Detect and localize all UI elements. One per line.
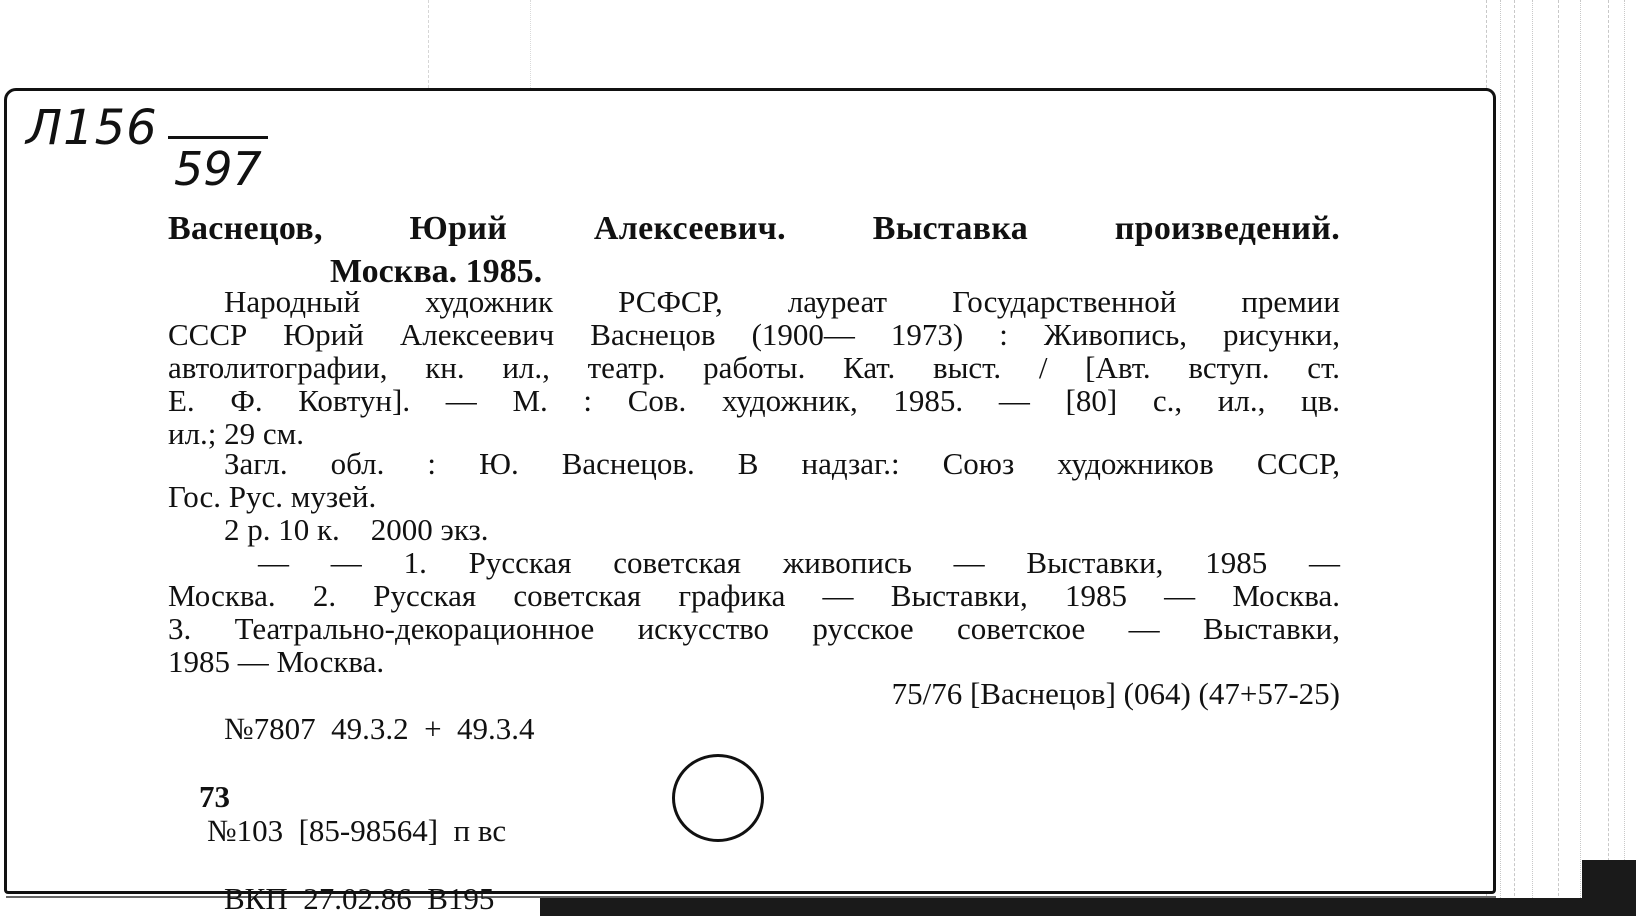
card-heading-line2: Москва. 1985. xyxy=(330,253,543,290)
scan-streak xyxy=(1500,0,1501,916)
scan-streak xyxy=(1580,0,1581,916)
description-line: ил.; 29 см. xyxy=(168,416,305,451)
subject-line: 3. Театрально-декорационное искусство русское советское — Выставки, xyxy=(168,611,1340,646)
stamp-circle xyxy=(672,754,764,842)
description-line: Народный художник РСФСР, лауреат Государственной премии xyxy=(224,284,1340,319)
card-heading-line1: Васнецов, Юрий Алексеевич. Выставка произведений. xyxy=(168,210,1340,247)
handwritten-number: 597 xyxy=(168,136,268,191)
note-line: Гос. Рус. музей. xyxy=(168,479,377,514)
description-line: СССР Юрий Алексеевич Васнецов (1900— 1973) : Живопись, рисунки, xyxy=(168,317,1340,352)
description-line: Е. Ф. Ковтун]. — М. : Сов. художник, 1985. — [80] с., ил., цв. xyxy=(168,383,1340,418)
inventory-prefix: 73 xyxy=(199,779,230,814)
note-line: Загл. обл. : Ю. Васнецов. В надзаг.: Союз художников СССР, xyxy=(224,446,1340,481)
subject-line: 1985 — Москва. xyxy=(168,644,385,679)
scan-streak xyxy=(1608,0,1609,916)
price-text: 2 р. 10 к. 2000 экз. xyxy=(224,512,489,547)
subject-line: Москва. 2. Русская советская графика — Выставки, 1985 — Москва. xyxy=(168,578,1340,613)
description-block xyxy=(168,285,1340,450)
inventory-line1: №7807 49.3.2 + 49.3.4 xyxy=(224,711,535,746)
notes-block xyxy=(168,447,1340,513)
scan-streak xyxy=(1532,0,1533,916)
handwritten-shelf-code: Л156 xyxy=(26,100,158,156)
description-line: автолитографии, кн. ил., театр. работы. Кат. выст. / [Авт. вступ. ст. xyxy=(168,350,1340,385)
subjects-block xyxy=(168,546,1340,678)
scan-edge-block xyxy=(1582,860,1636,900)
scan-edge-bar xyxy=(540,898,1636,916)
scan-streak xyxy=(1514,0,1515,916)
scan-streak xyxy=(1558,0,1559,916)
scan-streak xyxy=(428,0,429,88)
inventory-line2: №103 [85-98564] п вс xyxy=(207,813,507,848)
scan-streak xyxy=(1624,0,1625,916)
price-line xyxy=(168,513,1340,546)
inventory-block xyxy=(168,712,535,916)
subject-line: — — 1. Русская советская живопись — Выставки, 1985 — xyxy=(258,545,1340,580)
classification-code: 75/76 [Васнецов] (064) (47+57-25) xyxy=(891,676,1340,711)
scan-streak xyxy=(530,0,531,88)
inventory-line3: ВКП 27.02.86 В195 xyxy=(224,881,495,916)
